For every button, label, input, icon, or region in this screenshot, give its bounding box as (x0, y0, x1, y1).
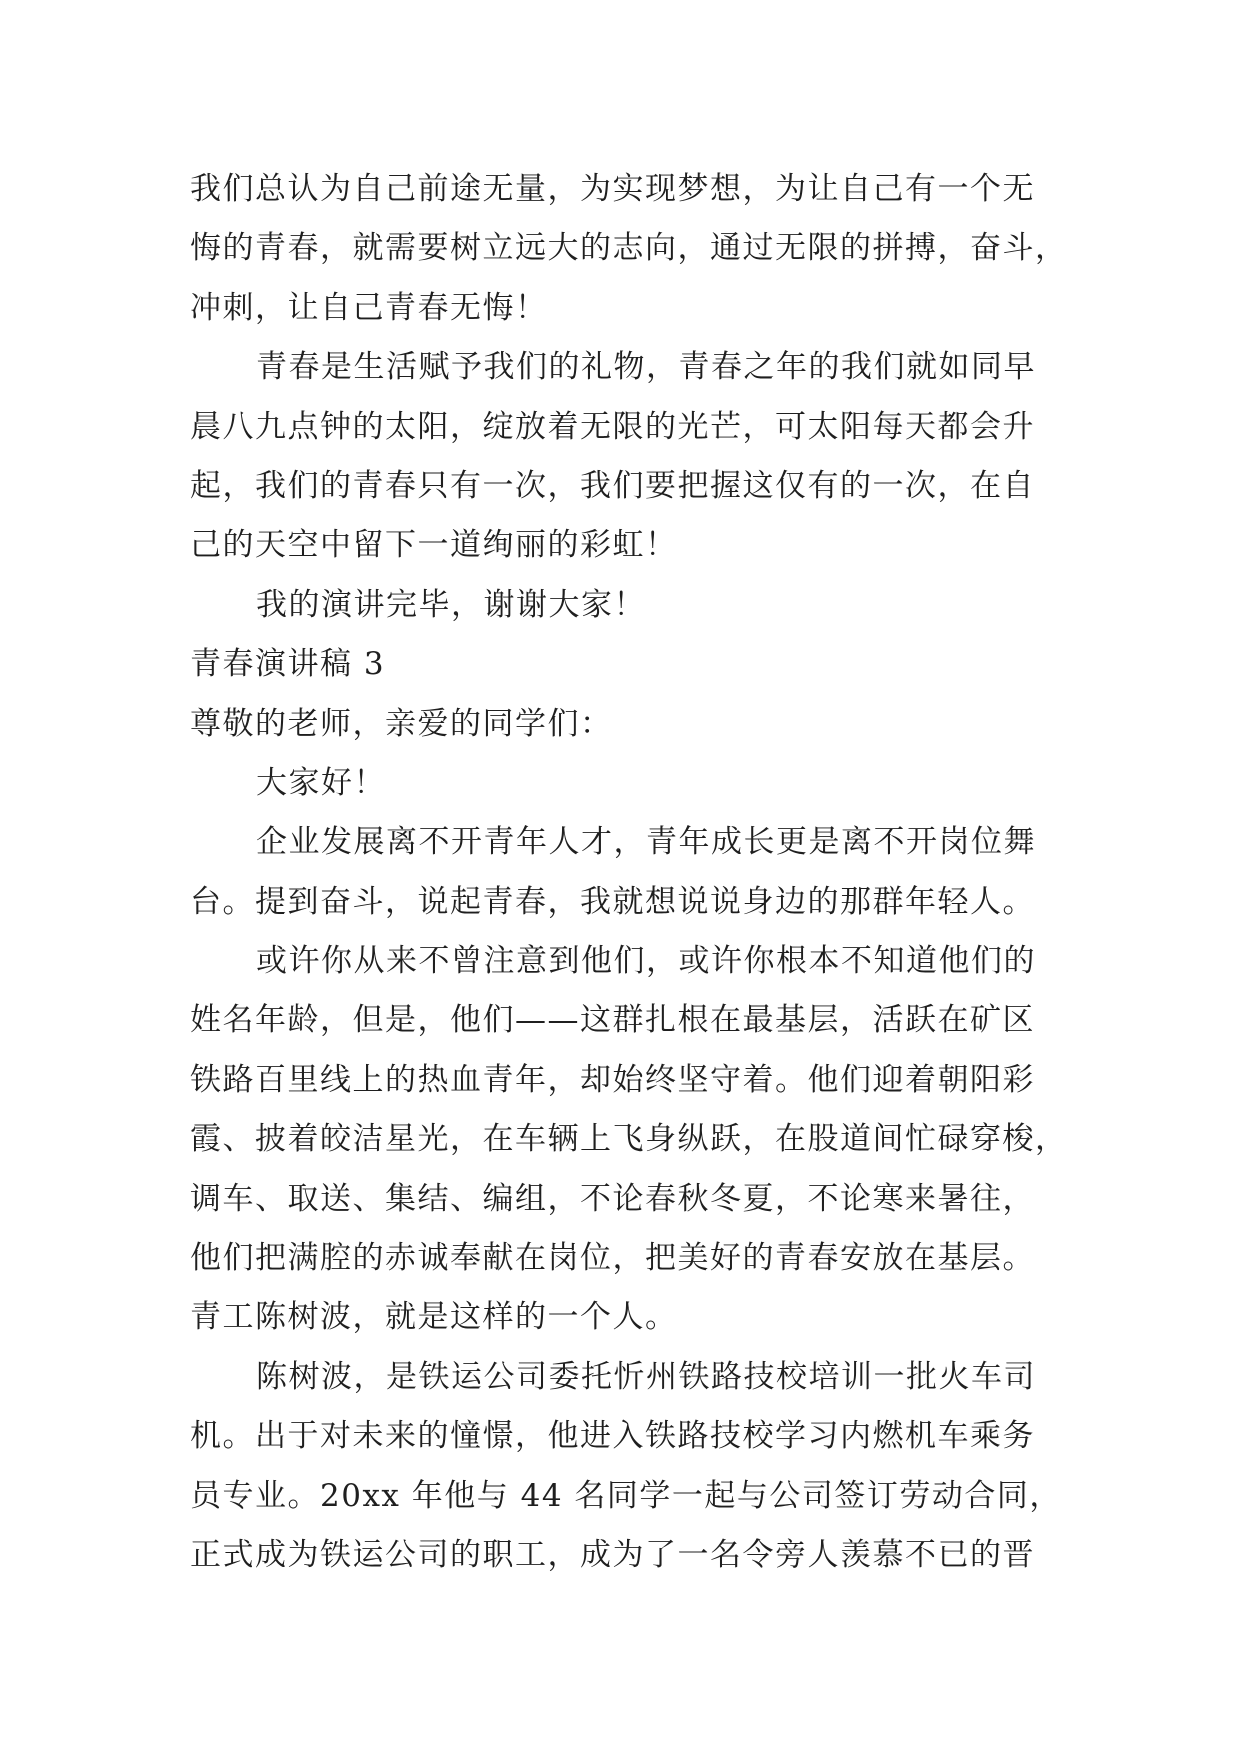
text-line: 青春演讲稿 3 (190, 646, 386, 683)
text-line: 或许你从来不曾注意到他们，或许你根本不知道他们的 (256, 943, 1036, 980)
text-line: 我们总认为自己前途无量，为实现梦想，为让自己有一个无 (190, 171, 1035, 207)
text-line: 机。出于对未来的憧憬，他进入铁路技校学习内燃机车乘务 (190, 1418, 1035, 1455)
text-line: 员专业。20xx 年他与 44 名同学一起与公司签订劳动合同， (190, 1477, 1062, 1514)
text-line: 我的演讲完毕，谢谢大家！ (256, 586, 646, 623)
text-line: 悔的青春，就需要树立远大的志向，通过无限的拼搏，奋斗， (190, 230, 1068, 267)
text-line: 企业发展离不开青年人才，青年成长更是离不开岗位舞 (256, 824, 1036, 861)
text-line: 正式成为铁运公司的职工，成为了一名令旁人羡慕不已的晋 (190, 1536, 1035, 1573)
text-line: 尊敬的老师，亲爱的同学们： (190, 705, 613, 742)
text-line: 青工陈树波，就是这样的一个人。 (190, 1299, 678, 1336)
text-line: 调车、取送、集结、编组，不论春秋冬夏，不论寒来暑往， (190, 1180, 1035, 1217)
text-line: 晨八九点钟的太阳，绽放着无限的光芒，可太阳每天都会升 (190, 408, 1035, 445)
text-line: 大家好！ (256, 764, 386, 801)
text-line: 陈树波，是铁运公司委托忻州铁路技校培训一批火车司 (256, 1358, 1036, 1395)
text-line: 台。提到奋斗，说起青春，我就想说说身边的那群年轻人。 (190, 883, 1035, 920)
text-line: 青春是生活赋予我们的礼物，青春之年的我们就如同早 (256, 349, 1036, 386)
text-line: 己的天空中留下一道绚丽的彩虹！ (190, 527, 678, 564)
text-line: 冲刺，让自己青春无悔！ (190, 289, 548, 326)
document-body (190, 160, 1070, 1585)
text-line: 姓名年龄，但是，他们——这群扎根在最基层，活跃在矿区 (190, 1002, 1035, 1039)
text-line: 起，我们的青春只有一次，我们要把握这仅有的一次，在自 (190, 467, 1035, 504)
text-line: 铁路百里线上的热血青年，却始终坚守着。他们迎着朝阳彩 (190, 1061, 1035, 1098)
text-line: 霞、披着皎洁星光，在车辆上飞身纵跃，在股道间忙碌穿梭， (190, 1121, 1068, 1158)
text-line: 他们把满腔的赤诚奉献在岗位，把美好的青春安放在基层。 (190, 1240, 1035, 1277)
